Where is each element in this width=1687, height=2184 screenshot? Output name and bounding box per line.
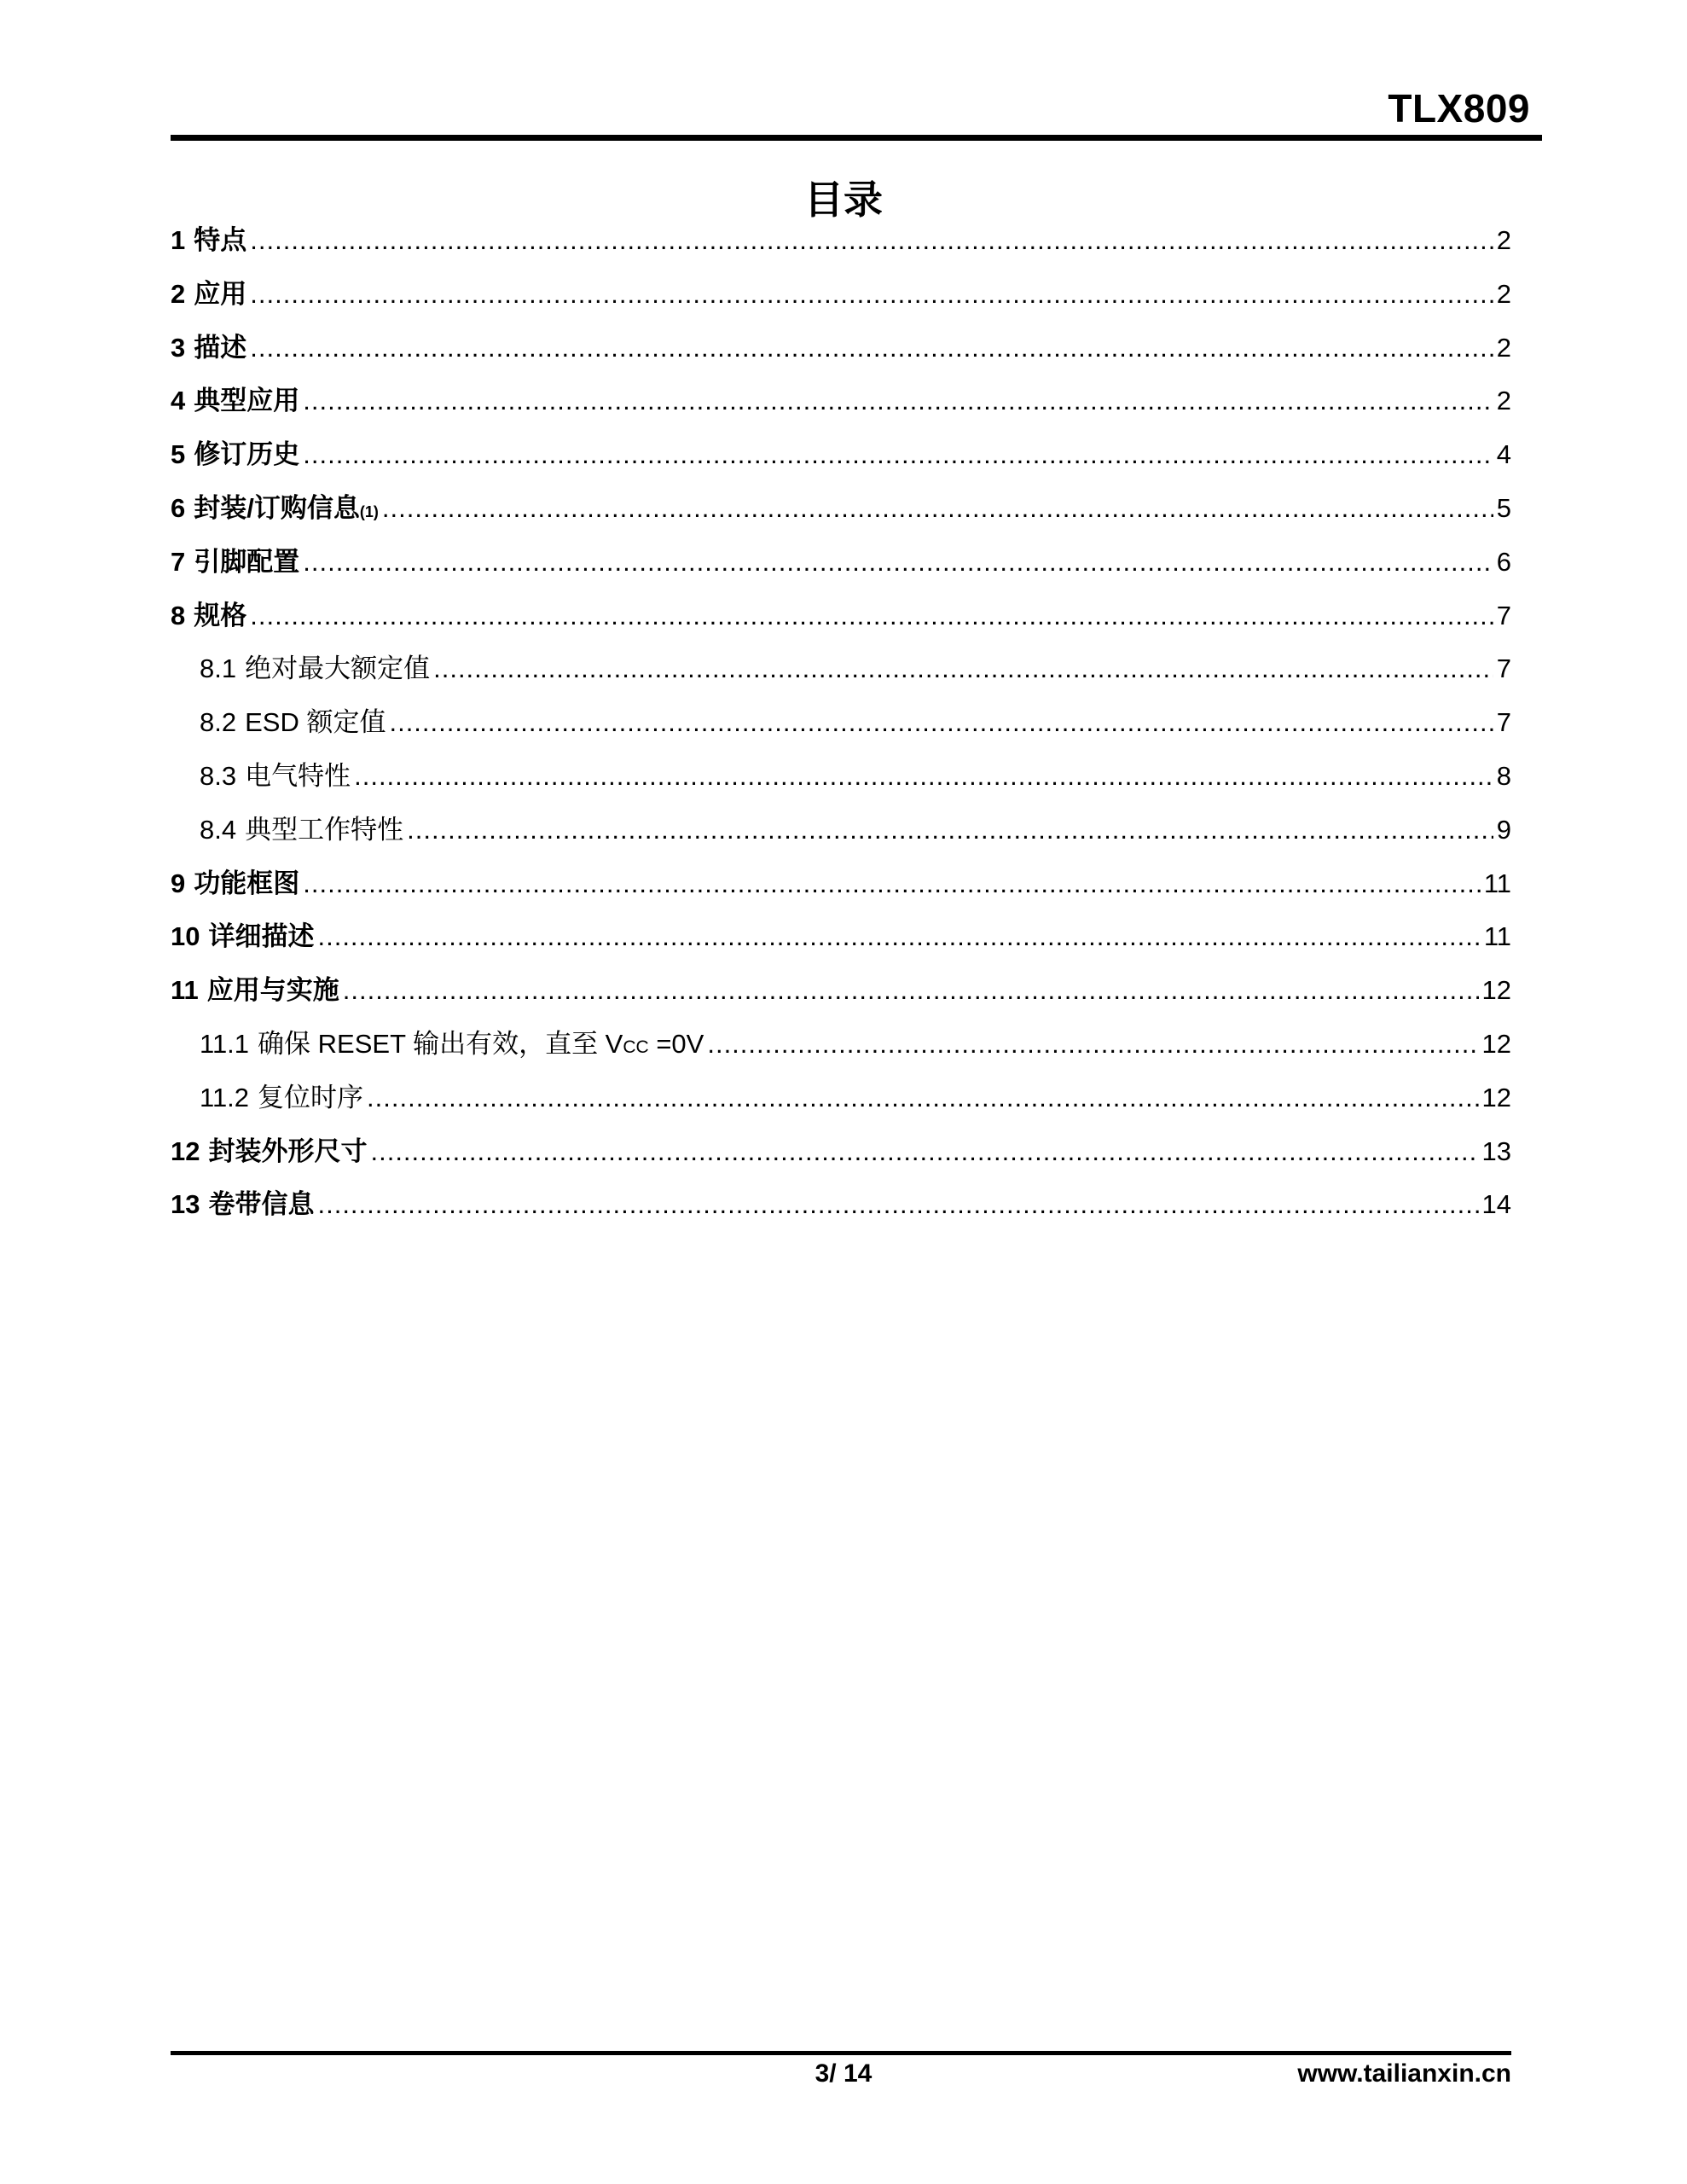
toc-entry-label: 电气特性 [245,760,351,791]
toc-entry-number: 11.2 [200,1082,250,1112]
footer-website-link[interactable]: www.tailianxin.cn [1297,2059,1511,2088]
toc-entry-label: 封装外形尺寸 [208,1136,368,1166]
toc-entry-8-4[interactable] [171,808,1511,862]
toc-entry-page: 11 [1483,921,1511,952]
header-rule [171,135,1542,141]
toc-entry-label: 特点 [194,225,247,255]
toc-entry-1[interactable] [171,218,1511,272]
toc-entry-label: 应用 [194,278,247,309]
toc-entry-number: 1 [171,225,186,255]
toc-entry-number: 12 [171,1136,200,1166]
toc-entry-page: 2 [1496,278,1511,309]
toc-entry-label: 应用与实施 [206,975,339,1006]
toc-entry-8[interactable] [171,594,1511,648]
toc-entry-page: 4 [1496,439,1511,470]
toc-entry-number: 13 [171,1189,200,1220]
toc-entry-number: 5 [171,439,186,470]
toc-entry-page: 12 [1481,1028,1511,1059]
toc-entry-number: 11 [171,975,199,1006]
toc-entry-11-2[interactable] [171,1076,1511,1130]
toc-entry-page: 12 [1481,975,1511,1006]
table-of-contents [171,218,1511,1236]
toc-entry-number: 8.4 [200,814,237,845]
toc-entry-5[interactable] [171,433,1511,486]
toc-dot-leader [343,975,1479,1006]
toc-entry-page: 7 [1496,600,1511,630]
toc-entry-label: 典型应用 [194,386,300,416]
toc-dot-leader [303,386,1493,416]
toc-dot-leader [303,547,1493,578]
toc-entry-page: 2 [1496,386,1511,416]
toc-entry-6[interactable]: 6 封装/订购信息 (1) ..... 5 [171,486,1511,540]
toc-entry-page: 12 [1481,1082,1511,1112]
toc-entry-page: 6 [1496,546,1511,577]
toc-dot-leader [370,1136,1478,1167]
toc-entry-number: 9 [171,868,186,898]
toc-entry-label: 确保 RESET 输出有效，直至 V [258,1028,623,1059]
toc-entry-label: 规格 [194,600,247,630]
toc-dot-leader [317,921,1480,952]
toc-entry-label: ESD 额定值 [245,707,386,738]
toc-entry-8-3[interactable] [171,754,1511,808]
toc-entry-page: 7 [1496,653,1511,684]
toc-entry-number: 8.3 [200,760,237,791]
toc-dot-leader [303,439,1493,470]
toc-dot-leader [303,868,1481,899]
toc-dot-leader [317,1189,1478,1220]
footer-page-number: 3/ 14 [815,2059,872,2088]
toc-entry-page: 9 [1496,814,1511,845]
toc-entry-2[interactable] [171,272,1511,326]
toc-entry-4[interactable] [171,379,1511,433]
toc-entry-page: 7 [1496,707,1511,738]
toc-entry-label: 修订历史 [194,439,300,470]
toc-entry-8-2[interactable] [171,700,1511,754]
toc-entry-number: 7 [171,546,186,577]
toc-entry-page: 11 [1483,868,1511,898]
toc-dot-leader [250,333,1493,363]
toc-entry-7[interactable] [171,540,1511,594]
toc-entry-page: 5 [1496,492,1511,523]
toc-entry-page: 2 [1496,225,1511,255]
document-part-number: TLX809 [1388,86,1530,131]
toc-entry-label: 引脚配置 [194,546,300,577]
toc-dot-leader [389,707,1493,738]
toc-entry-page: 2 [1496,332,1511,363]
toc-entry-number: 2 [171,278,186,309]
footer-rule [171,2051,1511,2055]
toc-entry-label: 功能框图 [194,868,300,898]
toc-entry-13[interactable] [171,1182,1511,1236]
toc-entry-label: 卷带信息 [208,1189,315,1220]
toc-entry-8-1[interactable] [171,647,1511,700]
toc-entry-number: 8.2 [200,707,237,738]
toc-entry-3[interactable] [171,326,1511,380]
toc-entry-number: 6 [171,492,186,523]
toc-entry-label-suffix: =0V [648,1028,704,1059]
toc-entry-number: 8 [171,600,186,630]
toc-dot-leader [354,761,1493,792]
toc-entry-number: 3 [171,332,186,363]
toc-dot-leader [707,1029,1478,1060]
toc-entry-number: 10 [171,921,200,952]
vcc-subscript: CC [623,1037,649,1057]
toc-entry-9[interactable] [171,862,1511,915]
toc-dot-leader [367,1083,1478,1113]
toc-entry-label: 封装/订购信息 [194,492,360,523]
toc-entry-11-1[interactable] [171,1022,1511,1076]
toc-dot-leader [407,815,1493,845]
toc-entry-number: 4 [171,386,186,416]
toc-dot-leader [250,225,1493,256]
toc-entry-label: 详细描述 [208,921,315,952]
toc-entry-label: 典型工作特性 [245,814,404,845]
toc-entry-label: 复位时序 [258,1082,364,1112]
toc-entry-label: 描述 [194,332,247,363]
toc-entry-number: 11.1 [200,1028,250,1059]
toc-entry-label: 绝对最大额定值 [245,653,431,684]
toc-entry-page: 8 [1496,760,1511,791]
toc-dot-leader [382,493,1493,524]
toc-dot-leader [433,653,1493,684]
toc-entry-11[interactable] [171,968,1511,1022]
toc-entry-page: 14 [1481,1189,1511,1220]
toc-entry-10[interactable] [171,915,1511,968]
toc-entry-12[interactable] [171,1130,1511,1183]
toc-title: 目录 [804,177,883,222]
toc-dot-leader [250,279,1493,310]
toc-dot-leader [250,601,1493,631]
toc-entry-number: 8.1 [200,653,237,684]
toc-entry-page: 13 [1481,1136,1511,1166]
